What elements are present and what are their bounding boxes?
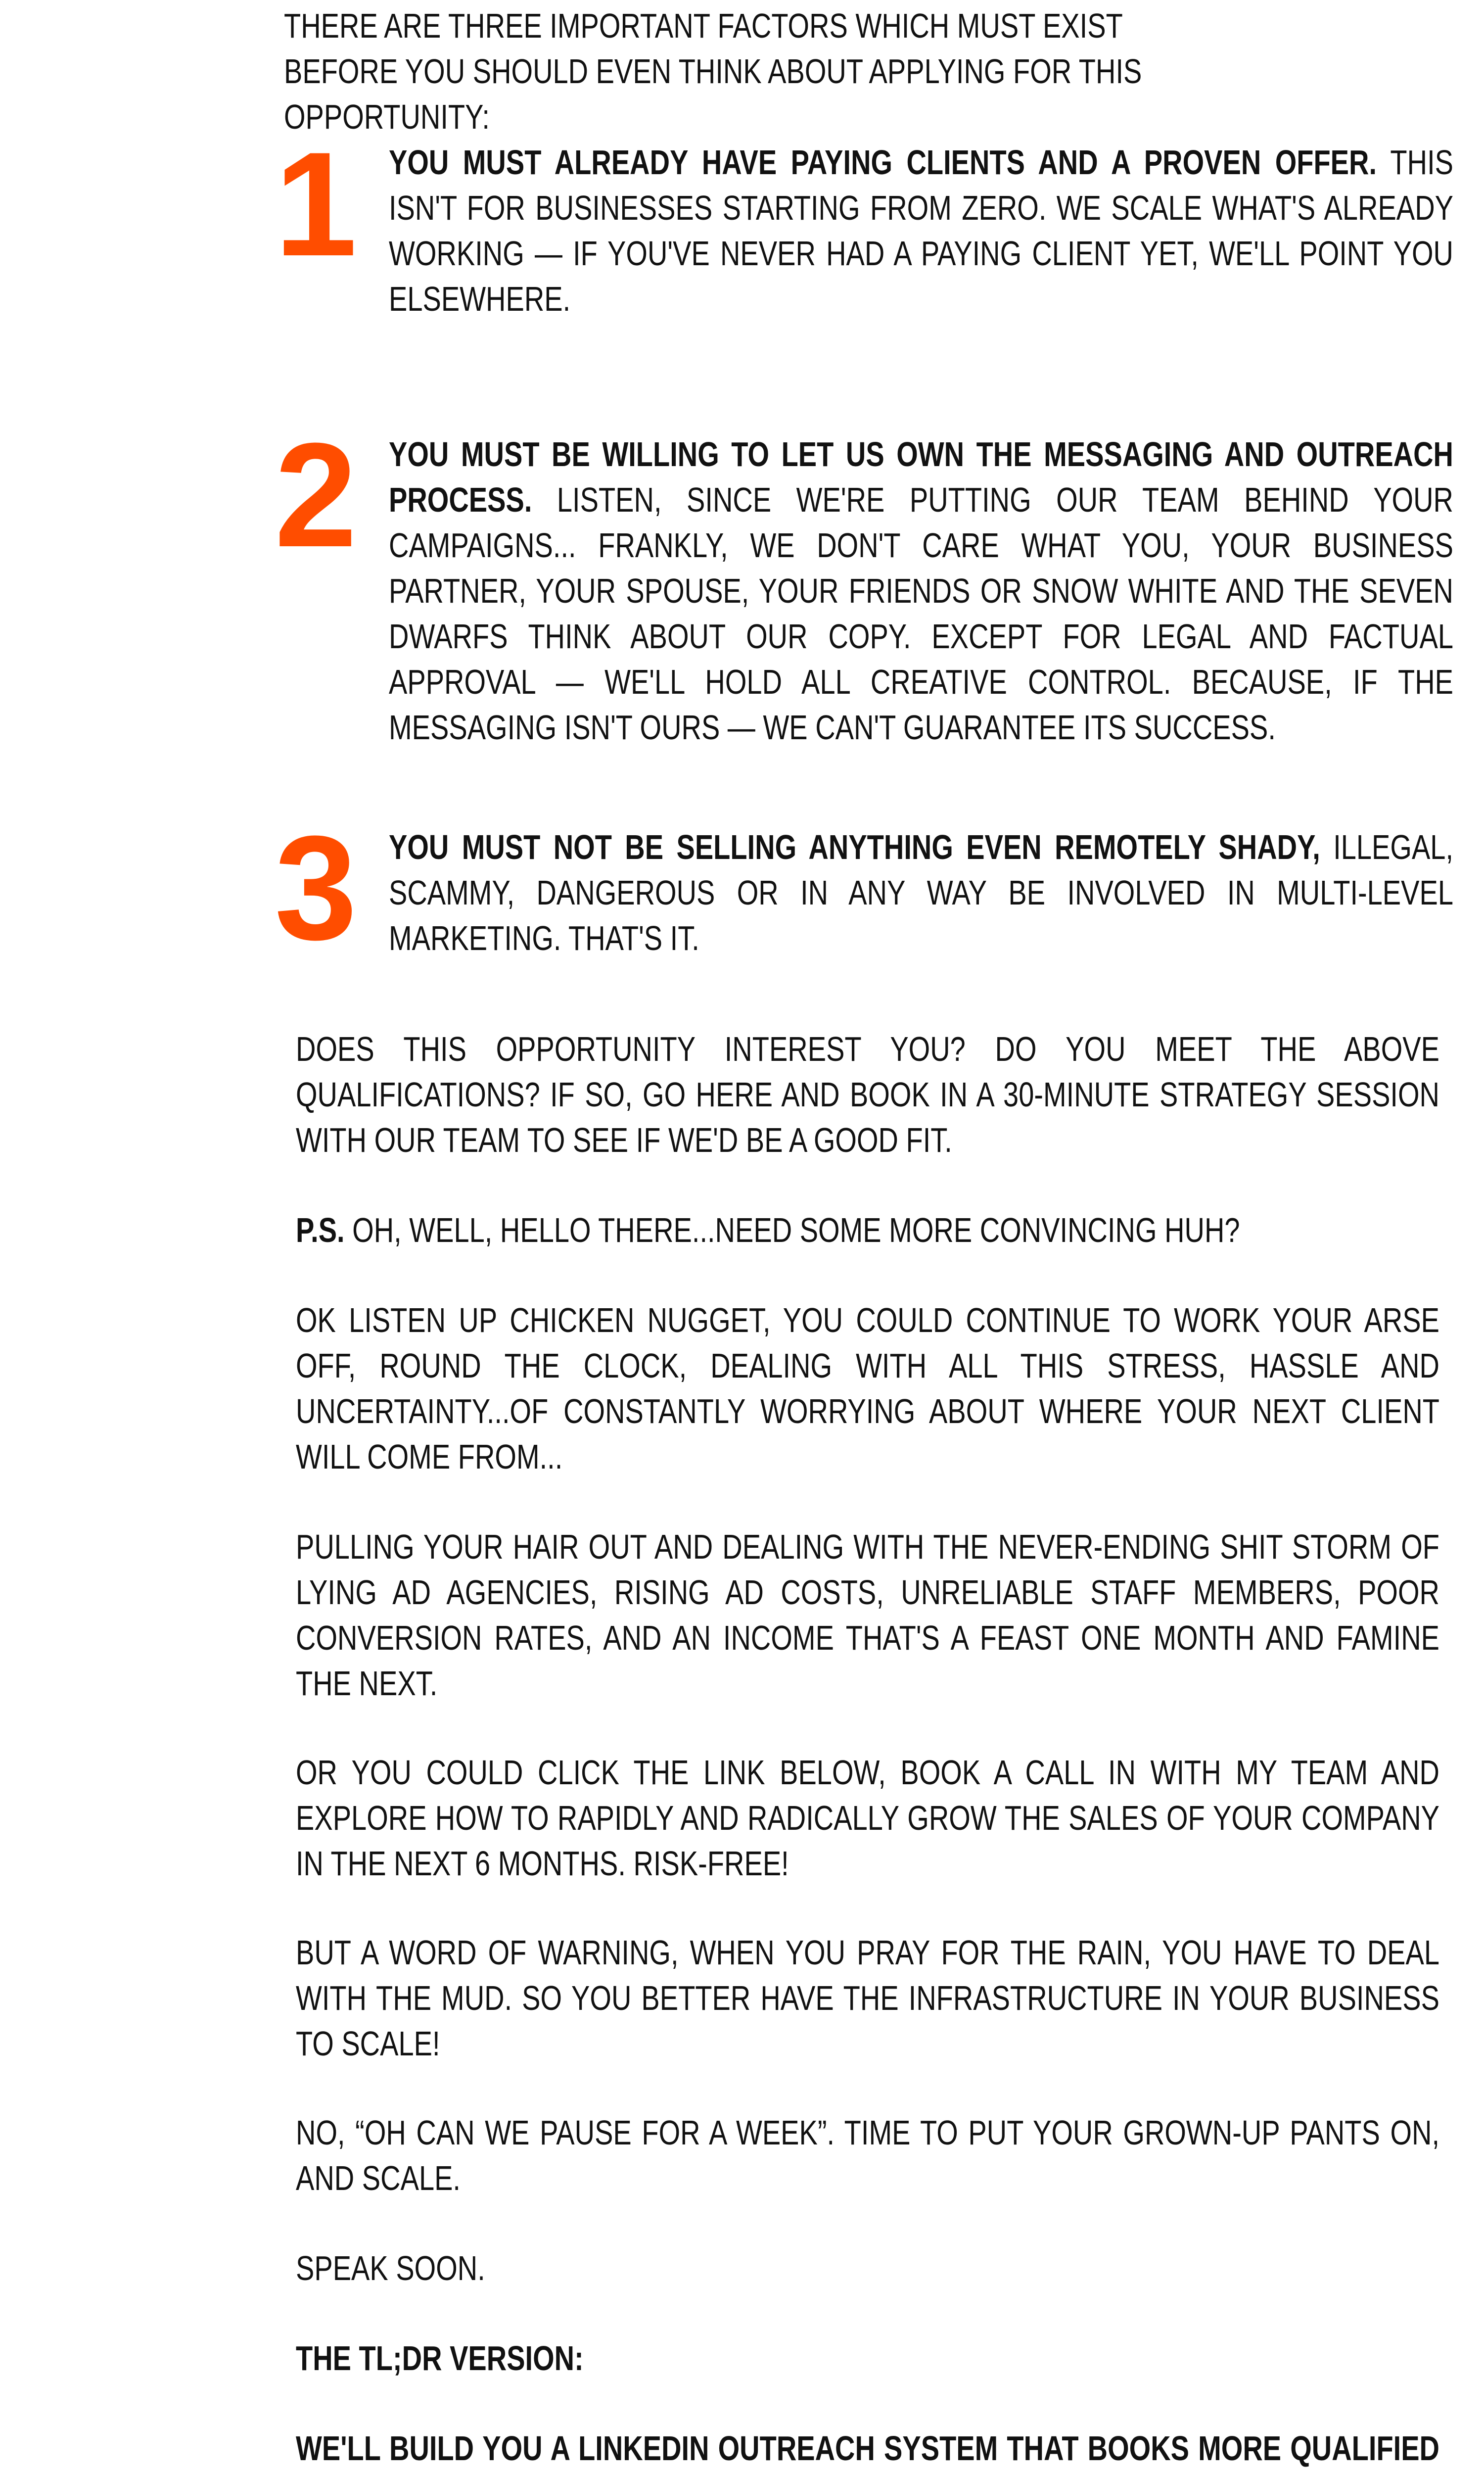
or-you-paragraph: OR YOU COULD CLICK THE LINK BELOW, BOOK A CALL IN WITH MY TEAM AND EXPLORE HOW TO RAPIDLY AND RADICALLY GROW THE SALES OF YOUR COMPANY IN THE NEXT 6 MONTHS. RISK-FREE! bbox=[296, 1753, 1439, 1883]
ps-paragraph bbox=[296, 1207, 1439, 1253]
factor-3-text bbox=[389, 824, 1453, 961]
factor-number-1: 1 bbox=[275, 121, 357, 287]
intro-text: THERE ARE THREE IMPORTANT FACTORS WHICH MUST EXIST BEFORE YOU SHOULD EVEN THINK ABOUT APPLYING FOR THIS OPPORTUNITY: bbox=[284, 6, 1142, 136]
factor-2-heading: YOU MUST BE WILLING TO LET US OWN THE MESSAGING AND OUTREACH PROCESS. bbox=[389, 435, 1453, 519]
factor-number-2: 2 bbox=[275, 412, 357, 578]
factor-3-body: ILLEGAL, SCAMMY, DANGEROUS OR IN ANY WAY BE INVOLVED IN MULTI-LEVEL MARKETING. THAT'S IT. bbox=[389, 828, 1454, 957]
no-pause-paragraph: NO, “OH CAN WE PAUSE FOR A WEEK”. TIME TO PUT YOUR GROWN-UP PANTS ON, AND SCALE. bbox=[296, 2113, 1439, 2197]
listen-paragraph: OK LISTEN UP CHICKEN NUGGET, YOU COULD CONTINUE TO WORK YOUR ARSE OFF, ROUND THE CLOCK, DEALING WITH ALL THIS STRESS, HASSLE AND UNCERTAINTY...OF CONSTANTLY WORRYING ABOUT WHERE YOUR NEXT CLIENT WILL COME FROM... bbox=[296, 1301, 1439, 1476]
ps-text: OH, WELL, HELLO THERE...NEED SOME MORE CONVINCING HUH? bbox=[344, 1211, 1240, 1249]
factor-3-heading: YOU MUST NOT BE SELLING ANYTHING EVEN REMOTELY SHADY, bbox=[389, 828, 1320, 866]
warning-paragraph: BUT A WORD OF WARNING, WHEN YOU PRAY FOR THE RAIN, YOU HAVE TO DEAL WITH THE MUD. SO YOU BETTER HAVE THE INFRASTRUCTURE IN YOUR BUSINESS TO SCALE! bbox=[296, 1933, 1439, 2063]
tldr-heading: WE'LL BUILD YOU A LINKEDIN OUTREACH SYSTEM THAT BOOKS MORE QUALIFIED bbox=[296, 2429, 1439, 2468]
factor-1-body: THIS ISN'T FOR BUSINESSES STARTING FROM ZERO. WE SCALE WHAT'S ALREADY WORKING — IF YOU'VE NEVER HAD A PAYING CLIENT YET, WE'LL POINT YOU ELSEWHERE. bbox=[389, 143, 1453, 318]
tldr-label: THE TL;DR VERSION: bbox=[296, 2339, 584, 2378]
factor-1-heading: YOU MUST ALREADY HAVE PAYING CLIENTS AND A PROVEN OFFER. bbox=[389, 143, 1377, 182]
factor-2-body: LISTEN, SINCE WE'RE PUTTING OUR TEAM BEHIND YOUR CAMPAIGNS... FRANKLY, WE DON'T CARE WHAT YOU, YOUR BUSINESS PARTNER, YOUR SPOUSE, YOUR FRIENDS OR SNOW WHITE AND THE SEVEN DWARFS THINK ABOUT OUR COPY. EXCEPT FOR LEGAL AND FACTUAL APPROVAL — WE'LL HOLD ALL CREATIVE CONTROL. BECAUSE, IF THE MESSAGING ISN'T OURS — WE CAN'T GUARANTEE ITS SUCCESS. bbox=[389, 480, 1453, 747]
factor-number-3: 3 bbox=[275, 805, 357, 971]
tldr-paragraph bbox=[296, 2426, 1439, 2474]
factor-2-text bbox=[389, 431, 1453, 750]
pulling-paragraph: PULLING YOUR HAIR OUT AND DEALING WITH THE NEVER-ENDING SHIT STORM OF LYING AD AGENCIES, RISING AD COSTS, UNRELIABLE STAFF MEMBERS, POOR CONVERSION RATES, AND AN INCOME THAT'S A FEAST ONE MONTH AND FAMINE THE NEXT. bbox=[296, 1527, 1439, 1703]
factor-1-text bbox=[389, 140, 1453, 322]
ps-label: P.S. bbox=[296, 1211, 345, 1249]
interest-paragraph: DOES THIS OPPORTUNITY INTEREST YOU? DO YOU MEET THE ABOVE QUALIFICATIONS? IF SO, GO HERE AND BOOK IN A 30-MINUTE STRATEGY SESSION WITH OUR TEAM TO SEE IF WE'D BE A GOOD FIT. bbox=[296, 1030, 1439, 1159]
speak-soon-text: SPEAK SOON. bbox=[296, 2249, 485, 2287]
